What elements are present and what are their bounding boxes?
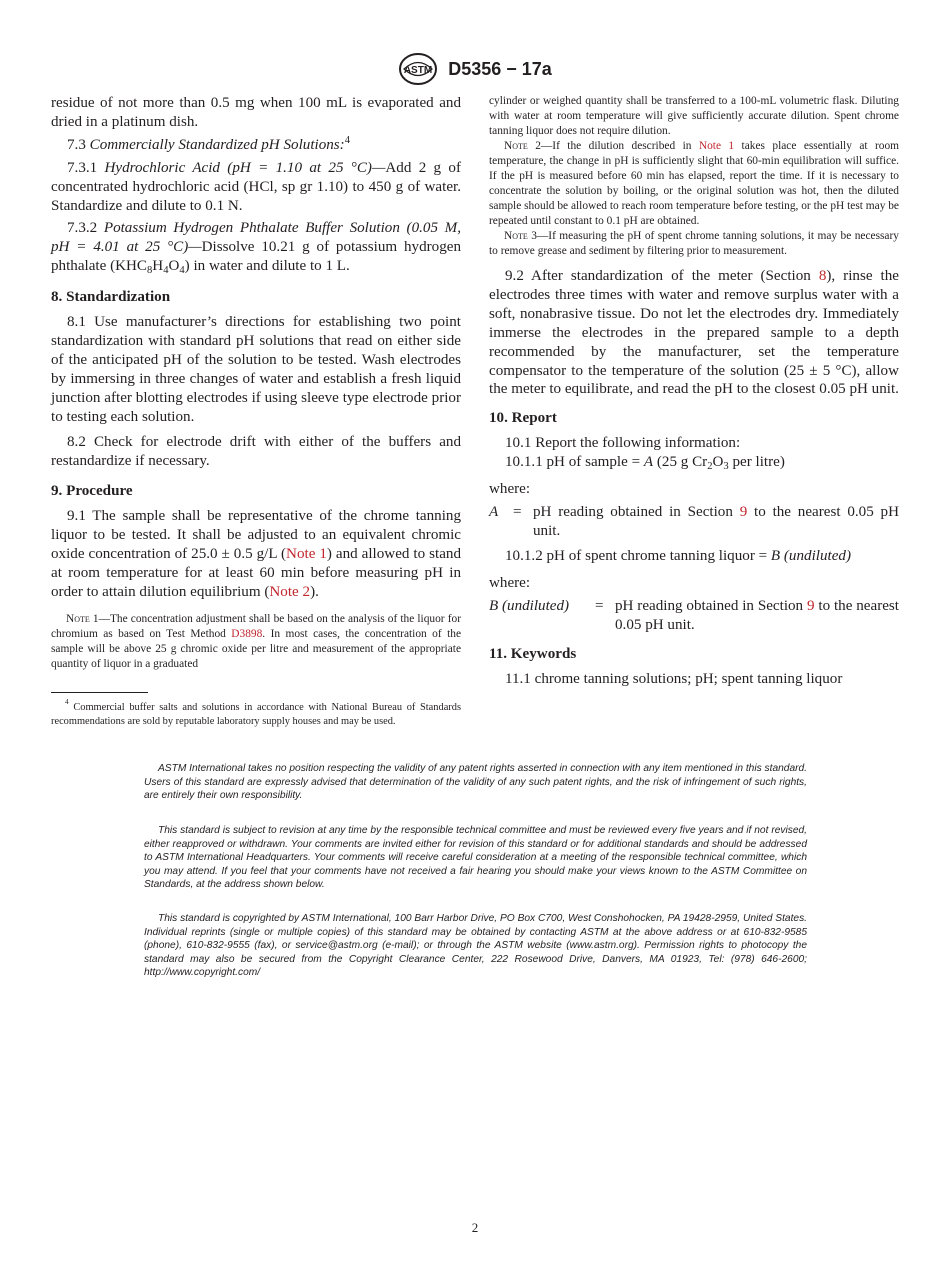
heading-procedure: 9. Procedure	[51, 483, 133, 500]
note-1-continued: cylinder or weighed quantity shall be transferred to a 100-mL volumetric flask. Diluting with water at room temperature will give sufficiently accurate dilution. Spent chrome tanning liquor does not require dilution.	[489, 95, 899, 137]
where-label-1: where:	[489, 481, 531, 498]
svg-text:ASTM: ASTM	[404, 65, 433, 76]
section-8-2: 8.2 Check for electrode drift with either of the buffers and restandardize if necessary.	[51, 433, 461, 469]
section-9-2: 9.2 After standardization of the meter (Section 8), rinse the electrodes three times with water and remove surplus water with a soft, nonabrasive tissue. Do not let the electrodes dry. Immediately immerse the electrodes in the prepared sample to a depth recommended by the manufacturer, set the temperature compensator to the temperature of the solution (25 ± 5 °C), allow the meter to equilibrate, and read the pH to the closest 0.05 pH unit.	[489, 268, 899, 398]
section-7-3: 7.3 Commercially Standardized pH Solutions:$^4$	[67, 134, 350, 153]
note-1-link[interactable]: Note 1	[698, 140, 735, 152]
footnote-ref-4[interactable]: 4	[344, 134, 350, 146]
note-2: Note 2—If the dilution described in Note 1 takes place essentially at room temperature, the change in pH is sufficiently slight that 60-min equilibration will suffice. If the pH is measured before 60 min has elapsed, report the time. If it is necessary to concentrate the solution by boiling, or the original solution was hot, then the diluted sample should be allowed to reach room temperature before testing, or the pH test may be repeated until constant to 0.1 pH are obtained.	[489, 140, 900, 227]
section-9-link[interactable]: 9	[739, 504, 748, 521]
standard-designation: D5356 − 17a	[448, 58, 552, 79]
section-8-1: 8.1 Use manufacturer’s directions for establishing two point standardization with standard pH solutions that read on either side of the anticipated pH of the solution to be tested. Wash electrodes by immersing in three changes of water and establish a fresh liquid junction after blotting electrodes if using sleeve type electrode prior to testing each solution.	[51, 314, 461, 425]
right-column	[489, 94, 899, 688]
patent-disclaimer: ASTM International takes no position respecting the validity of any patent rights asserted in connection with any item mentioned in this standard. Users of this standard are expressly advised that determination of the validity of any such patent rights, and the risk of infringement of such rights, are entirely their own responsibility.	[144, 763, 807, 802]
page-header	[0, 52, 950, 86]
heading-standardization: 8. Standardization	[51, 289, 171, 306]
section-10-1-1: 10.1.1 pH of sample = A (25 g $Cr_2O_3$ per litre)	[505, 454, 785, 473]
heading-report: 10. Report	[489, 410, 557, 427]
section-10-1: 10.1 Report the following information:	[505, 435, 741, 452]
footnote-4: $^4$ Commercial buffer salts and solutions in accordance with National Bureau of Standards recommendations are sold by reputable laboratory supply houses and may be used.	[51, 697, 461, 727]
page-number: 2	[471, 1220, 479, 1235]
revision-disclaimer: This standard is subject to revision at any time by the responsible technical committee and must be reviewed every five years and if not revised, either reapproved or withdrawn. Your comments are invited either for revision of this standard or for additional standards and should be addressed to ASTM International Headquarters. Your comments will receive careful consideration at a meeting of the responsible technical committee, which you may attend. If you feel that your comments have not received a fair hearing you should make your views known to the ASTM Committee on Standards, at the address shown below.	[144, 825, 807, 891]
where-definition-b: B (undiluted) = pH reading obtained in Section 9 to the nearest 0.05 pH unit.	[489, 597, 899, 633]
footnote-divider	[51, 692, 148, 693]
section-7-3-1: 7.3.1 Hydrochloric Acid (pH = 1.10 at 25 °C)—Add 2 g of concentrated hydrochloric acid (HCl, sp gr 1.10) to 450 g of water. Standardize and dilute to 0.1 N.	[51, 159, 461, 214]
note-2-link[interactable]: Note 2	[269, 584, 311, 601]
left-column	[51, 94, 461, 729]
d3898-link[interactable]: D3898	[231, 627, 263, 640]
section-9-1: 9.1 The sample shall be representative of the chrome tanning liquor to be tested. It shall be adjusted to an equivalent chromic oxide concentration of 25.0 ± 0.5 g/L (Note 1) and allowed to stand at room temperature for at least 60 min before measuring pH in order to attain dilution equilibrium (Note 2).	[51, 508, 461, 601]
copyright-notice: This standard is copyrighted by ASTM International, 100 Barr Harbor Drive, PO Box C700, West Conshohocken, PA 19428-2959, United States. Individual reprints (single or multiple copies) of this standard may be obtained by contacting ASTM at the above address or at 610-832-9585 (phone), 610-832-9555 (fax), or service@astm.org (e-mail); or through the ASTM website (www.astm.org). Permission rights to photocopy the standard may also be secured from the Copyright Clearance Center, 222 Rosewood Drive, Danvers, MA 01923, Tel: (978) 646-2600; http://www.copyright.com/	[144, 913, 807, 979]
astm-logo-icon	[398, 52, 438, 86]
where-definition-a: A = pH reading obtained in Section 9 to the nearest 0.05 pH unit.	[489, 504, 899, 539]
section-8-link[interactable]: 8	[818, 268, 827, 284]
paragraph-residue: residue of not more than 0.5 mg when 100 mL is evaporated and dried in a platinum dish.	[51, 95, 461, 130]
section-9-link[interactable]: 9	[806, 597, 815, 614]
where-label-2: where:	[489, 574, 531, 591]
note-1-link[interactable]: Note 1	[286, 546, 327, 563]
section-11-1: 11.1 chrome tanning solutions; pH; spent tanning liquor	[505, 670, 843, 687]
section-10-1-2: 10.1.2 pH of spent chrome tanning liquor = B (undiluted)	[505, 547, 851, 564]
note-3: Note 3—If measuring the pH of spent chrome tanning solutions, it may be necessary to remove grease and sediment by filtering prior to measurement.	[489, 230, 899, 257]
heading-keywords: 11. Keywords	[489, 645, 577, 662]
note-1: Note 1—The concentration adjustment shall be based on the analysis of the liquor for chromium as based on Test Method D3898. In most cases, the concentration of the sample will be above 25 g chromic oxide per litre and measurement of the appropriate quantity of liquor in a graduated	[51, 612, 461, 670]
section-7-3-2: 7.3.2 Potassium Hydrogen Phthalate Buffer Solution (0.05 M, pH = 4.01 at 25 °C)—Dissolve 10.21 g of potassium hydrogen phthalate $(KHC_8H_4O_4)$ in water and dilute to 1 L.	[51, 220, 461, 277]
